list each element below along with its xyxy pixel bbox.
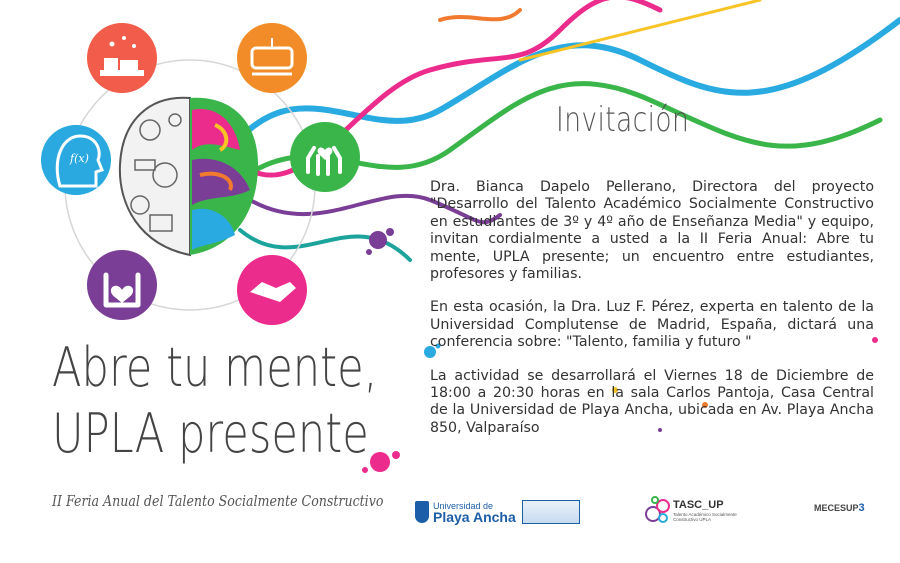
books-icon [87,23,157,93]
tasc-tagline: Talento Académico Socialmente Constructivo UPLA [673,512,737,522]
tasc-name: TASC_UP [673,499,724,511]
mecesup-name: MECESUP [814,503,859,513]
orange-ribbon [440,10,520,20]
invitation-paragraph-3: La actividad se desarrollará el Viernes 18 de Diciembre de 18:00 a 20:30 horas en la sala Carlos Pantoja, Casa Central de la Universidad de Playa Ancha, ubicada en Av. Playa Ancha 850, Valparaíso [430,367,874,436]
upla-wordmark-small: Universidad de [433,501,494,511]
heart-hands-icon [87,250,157,320]
handshake-icon [237,255,307,325]
upla-shield-icon [415,501,429,523]
tasc-circles-icon [643,492,673,526]
upla-wordmark-big: Playa Ancha [433,509,516,525]
invitation-paragraph-2: En esta ocasión, la Dra. Luz F. Pérez, experta en talento de la Universidad Complutense de Madrid, España, dictará una conferencia sobre: "Talento, familia y futuro " [430,299,874,351]
invitation-title: Invitación [556,100,690,140]
upla-wordmark [433,501,516,523]
event-subtitle: II Feria Anual del Talento Socialmente Constructivo [52,492,384,510]
brain-illustration [120,98,258,255]
invitation-paragraph-1: Dra. Bianca Dapelo Pellerano, Directora del proyecto "Desarrollo del Talento Académico Socialmente Constructivo en estudiantes de 3º y 4º año de Enseñanza Media" y equipo, invitan cordialmente a usted a la II Feria Anual: Abre tu mente, UPLA presente; un encuentro entre estudiantes, profesores y familias. [430,179,874,283]
mecesup-number: 3 [858,502,865,514]
headline-line-2: UPLA presente [52,402,369,465]
headline [52,335,377,467]
formula-label: f(x) [70,152,89,165]
tram-icon [237,23,307,93]
mecesup-logo [814,502,865,514]
yellow-ribbon [520,0,760,60]
invitation-body [430,179,874,453]
upla-badge [522,500,580,524]
upla-logo [415,498,580,526]
headline-line-1: Abre tu mente, [52,336,378,399]
hands-up-icon [290,122,360,192]
